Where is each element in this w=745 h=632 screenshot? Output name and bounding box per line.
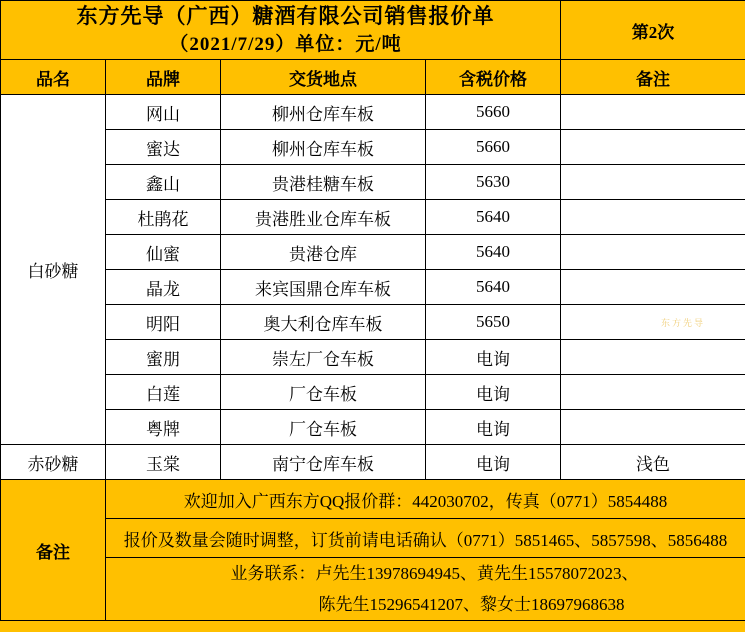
table-row xyxy=(1,165,745,200)
place: 厂仓车板 xyxy=(221,375,426,410)
table-row xyxy=(1,200,745,235)
price: 5660 xyxy=(426,95,561,130)
table-row xyxy=(1,410,745,445)
title-row xyxy=(1,1,745,60)
place: 贵港胜业仓库车板 xyxy=(221,200,426,235)
price: 电询 xyxy=(426,375,561,410)
note xyxy=(561,375,745,410)
note xyxy=(561,340,745,375)
brand: 网山 xyxy=(106,95,221,130)
brand: 白莲 xyxy=(106,375,221,410)
brand: 粤牌 xyxy=(106,410,221,445)
footer-line-3: 业务联系：卢先生13978694945、黄先生15578072023、 xyxy=(230,564,639,583)
place: 贵港仓库 xyxy=(221,235,426,270)
place: 厂仓车板 xyxy=(221,410,426,445)
note xyxy=(561,305,745,340)
note xyxy=(561,410,745,445)
note: 浅色 xyxy=(561,445,745,480)
price: 5630 xyxy=(426,165,561,200)
column-header-brand: 品牌 xyxy=(106,60,221,95)
watermark: 东方先导 xyxy=(660,318,705,328)
table-row xyxy=(1,270,745,305)
place: 奥大利仓库车板 xyxy=(221,305,426,340)
column-header-row xyxy=(1,60,745,95)
place: 南宁仓库车板 xyxy=(221,445,426,480)
place: 柳州仓库车板 xyxy=(221,130,426,165)
issue-number: 第2次 xyxy=(561,1,745,60)
footer-row-3 xyxy=(1,558,745,621)
company-title: 东方先导（广西）糖酒有限公司销售报价单 xyxy=(76,4,495,28)
note xyxy=(561,200,745,235)
brand: 杜鹃花 xyxy=(106,200,221,235)
table-row xyxy=(1,95,745,130)
price: 电询 xyxy=(426,445,561,480)
footer-line-2: 报价及数量会随时调整，订货前请电话确认（0771）5851465、5857598、5856488 xyxy=(106,519,745,558)
column-header-note: 备注 xyxy=(561,60,745,95)
title-block xyxy=(1,1,561,60)
place: 柳州仓库车板 xyxy=(221,95,426,130)
footer-line-1: 欢迎加入广西东方QQ报价群：442030702，传真（0771）5854488 xyxy=(106,480,745,519)
footer-line-4: 陈先生15296541207、黎女士18697968638 xyxy=(318,595,625,614)
brand: 蜜朋 xyxy=(106,340,221,375)
price: 5640 xyxy=(426,200,561,235)
place: 来宾国鼎仓库车板 xyxy=(221,270,426,305)
place: 崇左厂仓车板 xyxy=(221,340,426,375)
brand: 玉棠 xyxy=(106,445,221,480)
note xyxy=(561,165,745,200)
footer-contact-block xyxy=(106,558,745,621)
price: 5660 xyxy=(426,130,561,165)
brand: 仙蜜 xyxy=(106,235,221,270)
brand: 蜜达 xyxy=(106,130,221,165)
brand: 鑫山 xyxy=(106,165,221,200)
column-header-price: 含税价格 xyxy=(426,60,561,95)
table-row xyxy=(1,130,745,165)
table-row xyxy=(1,235,745,270)
category-white-sugar: 白砂糖 xyxy=(1,95,106,445)
column-header-product: 品名 xyxy=(1,60,106,95)
table-row xyxy=(1,340,745,375)
table-row xyxy=(1,305,745,340)
brand: 晶龙 xyxy=(106,270,221,305)
note xyxy=(561,235,745,270)
price: 电询 xyxy=(426,340,561,375)
table-row xyxy=(1,445,745,480)
note xyxy=(561,130,745,165)
table-row xyxy=(1,375,745,410)
brand: 明阳 xyxy=(106,305,221,340)
note xyxy=(561,95,745,130)
footer-row-1 xyxy=(1,480,745,519)
note xyxy=(561,270,745,305)
price: 5640 xyxy=(426,235,561,270)
footer-row-2 xyxy=(1,519,745,558)
category-brown-sugar: 赤砂糖 xyxy=(1,445,106,480)
place: 贵港桂糖车板 xyxy=(221,165,426,200)
price: 电询 xyxy=(426,410,561,445)
price: 5640 xyxy=(426,270,561,305)
column-header-place: 交货地点 xyxy=(221,60,426,95)
date-unit-line: （2021/7/29）单位：元/吨 xyxy=(169,34,402,55)
price: 5650 xyxy=(426,305,561,340)
footer-label: 备注 xyxy=(1,480,106,621)
